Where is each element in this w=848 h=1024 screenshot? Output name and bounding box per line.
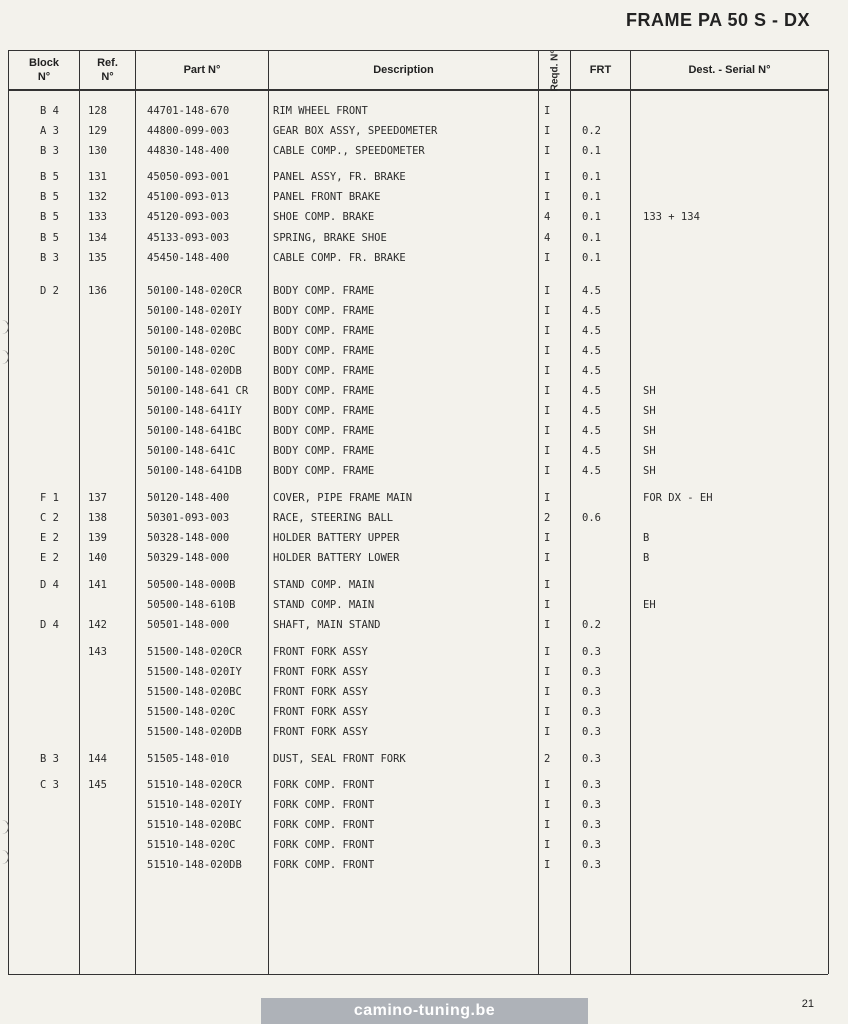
cell-block: A 3 (40, 125, 59, 137)
cell-qty: I (544, 365, 551, 377)
table-row (0, 341, 848, 361)
table-row (0, 682, 848, 702)
cell-desc: SHAFT, MAIN STAND (273, 619, 381, 631)
cell-ref: 142 (88, 619, 107, 631)
cell-qty: 2 (544, 512, 551, 524)
cell-qty: I (544, 799, 551, 811)
cell-part: 50120-148-400 (147, 492, 230, 504)
cell-qty: I (544, 859, 551, 871)
cell-part: 50100-148-641 CR (147, 385, 249, 397)
cell-desc: HOLDER BATTERY UPPER (273, 532, 400, 544)
cell-qty: I (544, 779, 551, 791)
cell-frt: 4.5 (582, 425, 601, 437)
cell-dest: EH (643, 599, 656, 611)
cell-ref: 135 (88, 252, 107, 264)
cell-frt: 0.1 (582, 211, 601, 223)
table-row (0, 749, 848, 769)
cell-qty: I (544, 105, 551, 117)
cell-ref: 134 (88, 232, 107, 244)
cell-part: 51500-148-020BC (147, 686, 242, 698)
cell-qty: I (544, 599, 551, 611)
cell-ref: 145 (88, 779, 107, 791)
cell-frt: 4.5 (582, 345, 601, 357)
cell-qty: I (544, 171, 551, 183)
cell-part: 45120-093-003 (147, 211, 230, 223)
cell-block: B 5 (40, 211, 59, 223)
cell-ref: 138 (88, 512, 107, 524)
cell-part: 50329-148-000 (147, 552, 230, 564)
cell-block: D 4 (40, 579, 59, 591)
cell-frt: 4.5 (582, 285, 601, 297)
cell-qty: I (544, 445, 551, 457)
cell-ref: 139 (88, 532, 107, 544)
cell-qty: I (544, 839, 551, 851)
cell-desc: RACE, STEERING BALL (273, 512, 394, 524)
cell-block: B 3 (40, 145, 59, 157)
cell-frt: 4.5 (582, 325, 601, 337)
cell-dest: SH (643, 465, 656, 477)
page-number: 21 (801, 998, 814, 1010)
cell-part: 51510-148-020BC (147, 819, 242, 831)
cell-frt: 0.1 (582, 171, 601, 183)
cell-ref: 128 (88, 105, 107, 117)
cell-qty: I (544, 345, 551, 357)
cell-part: 50100-148-020C (147, 345, 236, 357)
table-row (0, 702, 848, 722)
cell-frt: 0.3 (582, 646, 601, 658)
cell-part: 51505-148-010 (147, 753, 230, 765)
table-row (0, 321, 848, 341)
cell-frt: 0.6 (582, 512, 601, 524)
header-ref: Ref. N° (97, 57, 118, 83)
cell-ref: 129 (88, 125, 107, 137)
table-row (0, 855, 848, 875)
cell-qty: I (544, 325, 551, 337)
cell-dest: 133 + 134 (643, 211, 700, 223)
cell-desc: PANEL FRONT BRAKE (273, 191, 381, 203)
cell-part: 50500-148-000B (147, 579, 236, 591)
table-row (0, 207, 848, 227)
cell-part: 50100-148-020CR (147, 285, 242, 297)
cell-qty: I (544, 145, 551, 157)
cell-frt: 4.5 (582, 385, 601, 397)
cell-frt: 0.3 (582, 819, 601, 831)
table-row (0, 421, 848, 441)
cell-desc: BODY COMP. FRAME (273, 445, 375, 457)
cell-qty: I (544, 666, 551, 678)
cell-part: 44800-099-003 (147, 125, 230, 137)
cell-desc: FRONT FORK ASSY (273, 686, 368, 698)
cell-part: 45050-093-001 (147, 171, 230, 183)
cell-desc: FORK COMP. FRONT (273, 859, 375, 871)
cell-part: 51500-148-020DB (147, 726, 242, 738)
cell-block: C 2 (40, 512, 59, 524)
table-row (0, 595, 848, 615)
table-row (0, 642, 848, 662)
cell-block: D 2 (40, 285, 59, 297)
cell-desc: BODY COMP. FRAME (273, 405, 375, 417)
cell-part: 44701-148-670 (147, 105, 230, 117)
cell-part: 51500-148-020IY (147, 666, 242, 678)
cell-qty: I (544, 646, 551, 658)
cell-part: 50301-093-003 (147, 512, 230, 524)
cell-ref: 137 (88, 492, 107, 504)
cell-qty: 4 (544, 232, 551, 244)
table-row (0, 441, 848, 461)
table-row (0, 381, 848, 401)
cell-desc: STAND COMP. MAIN (273, 579, 375, 591)
cell-dest: SH (643, 445, 656, 457)
cell-qty: I (544, 465, 551, 477)
cell-desc: BODY COMP. FRAME (273, 305, 375, 317)
cell-qty: 2 (544, 753, 551, 765)
cell-block: D 4 (40, 619, 59, 631)
cell-frt: 0.1 (582, 252, 601, 264)
cell-frt: 0.1 (582, 232, 601, 244)
cell-desc: BODY COMP. FRAME (273, 325, 375, 337)
table-row (0, 281, 848, 301)
cell-block: B 4 (40, 105, 59, 117)
cell-desc: BODY COMP. FRAME (273, 285, 375, 297)
cell-part: 51500-148-020CR (147, 646, 242, 658)
cell-qty: I (544, 726, 551, 738)
cell-frt: 0.3 (582, 779, 601, 791)
cell-part: 50500-148-610B (147, 599, 236, 611)
table-row (0, 361, 848, 381)
table-row (0, 508, 848, 528)
table-row (0, 461, 848, 481)
cell-part: 44830-148-400 (147, 145, 230, 157)
header-reqd-label: Reqd. N° (549, 49, 560, 91)
cell-frt: 4.5 (582, 305, 601, 317)
table-row (0, 141, 848, 161)
cell-part: 50100-148-020DB (147, 365, 242, 377)
cell-dest: B (643, 552, 650, 564)
cell-qty: I (544, 706, 551, 718)
table-row (0, 835, 848, 855)
cell-desc: FRONT FORK ASSY (273, 646, 368, 658)
cell-block: B 5 (40, 171, 59, 183)
cell-block: E 2 (40, 552, 59, 564)
cell-dest: SH (643, 405, 656, 417)
cell-part: 51510-148-020DB (147, 859, 242, 871)
table-row (0, 575, 848, 595)
cell-frt: 0.3 (582, 753, 601, 765)
header-block: Block N° (29, 57, 59, 83)
cell-qty: I (544, 425, 551, 437)
cell-desc: COVER, PIPE FRAME MAIN (273, 492, 413, 504)
cell-qty: I (544, 819, 551, 831)
cell-part: 50100-148-641IY (147, 405, 242, 417)
table-row (0, 101, 848, 121)
header-frt: FRT (589, 64, 612, 76)
cell-desc: FORK COMP. FRONT (273, 819, 375, 831)
cell-block: F 1 (40, 492, 59, 504)
table-row (0, 228, 848, 248)
cell-qty: I (544, 305, 551, 317)
watermark-text: camino-tuning.be (353, 1002, 496, 1019)
cell-frt: 0.3 (582, 859, 601, 871)
cell-part: 50100-148-020IY (147, 305, 242, 317)
cell-qty: I (544, 552, 551, 564)
cell-ref: 136 (88, 285, 107, 297)
cell-qty: I (544, 579, 551, 591)
cell-part: 50100-148-641DB (147, 465, 242, 477)
cell-block: B 3 (40, 753, 59, 765)
cell-ref: 141 (88, 579, 107, 591)
cell-desc: FORK COMP. FRONT (273, 839, 375, 851)
cell-desc: SPRING, BRAKE SHOE (273, 232, 387, 244)
cell-part: 51510-148-020CR (147, 779, 242, 791)
cell-ref: 131 (88, 171, 107, 183)
cell-block: B 5 (40, 191, 59, 203)
table-row (0, 795, 848, 815)
cell-frt: 0.3 (582, 799, 601, 811)
table-row (0, 301, 848, 321)
cell-qty: I (544, 532, 551, 544)
cell-qty: I (544, 252, 551, 264)
cell-ref: 130 (88, 145, 107, 157)
cell-qty: 4 (544, 211, 551, 223)
cell-frt: 0.3 (582, 706, 601, 718)
cell-desc: CABLE COMP. FR. BRAKE (273, 252, 406, 264)
cell-ref: 140 (88, 552, 107, 564)
cell-desc: BODY COMP. FRAME (273, 365, 375, 377)
cell-qty: I (544, 686, 551, 698)
cell-block: E 2 (40, 532, 59, 544)
cell-qty: I (544, 492, 551, 504)
cell-qty: I (544, 385, 551, 397)
cell-block: B 3 (40, 252, 59, 264)
cell-desc: FRONT FORK ASSY (273, 706, 368, 718)
cell-part: 45450-148-400 (147, 252, 230, 264)
cell-desc: GEAR BOX ASSY, SPEEDOMETER (273, 125, 438, 137)
cell-part: 51500-148-020C (147, 706, 236, 718)
table-bottom-border (8, 974, 828, 975)
cell-frt: 4.5 (582, 365, 601, 377)
cell-frt: 0.3 (582, 686, 601, 698)
header-reqd (538, 49, 571, 91)
cell-frt: 0.3 (582, 666, 601, 678)
cell-ref: 132 (88, 191, 107, 203)
cell-dest: B (643, 532, 650, 544)
cell-frt: 0.2 (582, 125, 601, 137)
cell-desc: RIM WHEEL FRONT (273, 105, 368, 117)
cell-ref: 143 (88, 646, 107, 658)
cell-desc: CABLE COMP., SPEEDOMETER (273, 145, 425, 157)
cell-ref: 144 (88, 753, 107, 765)
table-row (0, 615, 848, 635)
cell-dest: SH (643, 425, 656, 437)
cell-part: 50328-148-000 (147, 532, 230, 544)
header-dest: Dest. - Serial N° (688, 64, 771, 76)
cell-part: 50100-148-641BC (147, 425, 242, 437)
table-header-divider (8, 89, 828, 91)
cell-dest: SH (643, 385, 656, 397)
header-description: Description (373, 64, 434, 76)
header-part: Part N° (183, 64, 221, 76)
cell-desc: FORK COMP. FRONT (273, 779, 375, 791)
table-row (0, 187, 848, 207)
cell-desc: FORK COMP. FRONT (273, 799, 375, 811)
cell-ref: 133 (88, 211, 107, 223)
cell-part: 50100-148-020BC (147, 325, 242, 337)
table-row (0, 121, 848, 141)
cell-frt: 0.2 (582, 619, 601, 631)
table-row (0, 662, 848, 682)
cell-dest: FOR DX - EH (643, 492, 713, 504)
cell-desc: STAND COMP. MAIN (273, 599, 375, 611)
cell-frt: 0.3 (582, 839, 601, 851)
cell-part: 51510-148-020IY (147, 799, 242, 811)
table-row (0, 775, 848, 795)
cell-qty: I (544, 285, 551, 297)
cell-frt: 4.5 (582, 465, 601, 477)
cell-part: 51510-148-020C (147, 839, 236, 851)
watermark-banner (261, 998, 588, 1024)
table-row (0, 167, 848, 187)
cell-qty: I (544, 125, 551, 137)
cell-desc: FRONT FORK ASSY (273, 726, 368, 738)
cell-frt: 0.1 (582, 191, 601, 203)
cell-desc: BODY COMP. FRAME (273, 465, 375, 477)
cell-desc: SHOE COMP. BRAKE (273, 211, 375, 223)
cell-qty: I (544, 619, 551, 631)
cell-frt: 4.5 (582, 405, 601, 417)
cell-block: B 5 (40, 232, 59, 244)
cell-part: 50100-148-641C (147, 445, 236, 457)
cell-desc: HOLDER BATTERY LOWER (273, 552, 400, 564)
cell-frt: 4.5 (582, 445, 601, 457)
table-row (0, 248, 848, 268)
page-title: FRAME PA 50 S - DX (625, 10, 810, 30)
cell-desc: BODY COMP. FRAME (273, 425, 375, 437)
cell-desc: PANEL ASSY, FR. BRAKE (273, 171, 406, 183)
cell-part: 50501-148-000 (147, 619, 230, 631)
cell-frt: 0.3 (582, 726, 601, 738)
cell-block: C 3 (40, 779, 59, 791)
cell-part: 45100-093-013 (147, 191, 230, 203)
cell-frt: 0.1 (582, 145, 601, 157)
cell-desc: BODY COMP. FRAME (273, 345, 375, 357)
table-row (0, 815, 848, 835)
cell-desc: DUST, SEAL FRONT FORK (273, 753, 406, 765)
cell-desc: FRONT FORK ASSY (273, 666, 368, 678)
table-row (0, 528, 848, 548)
cell-desc: BODY COMP. FRAME (273, 385, 375, 397)
table-row (0, 488, 848, 508)
table-row (0, 722, 848, 742)
cell-part: 45133-093-003 (147, 232, 230, 244)
table-row (0, 548, 848, 568)
cell-qty: I (544, 191, 551, 203)
cell-qty: I (544, 405, 551, 417)
table-row (0, 401, 848, 421)
